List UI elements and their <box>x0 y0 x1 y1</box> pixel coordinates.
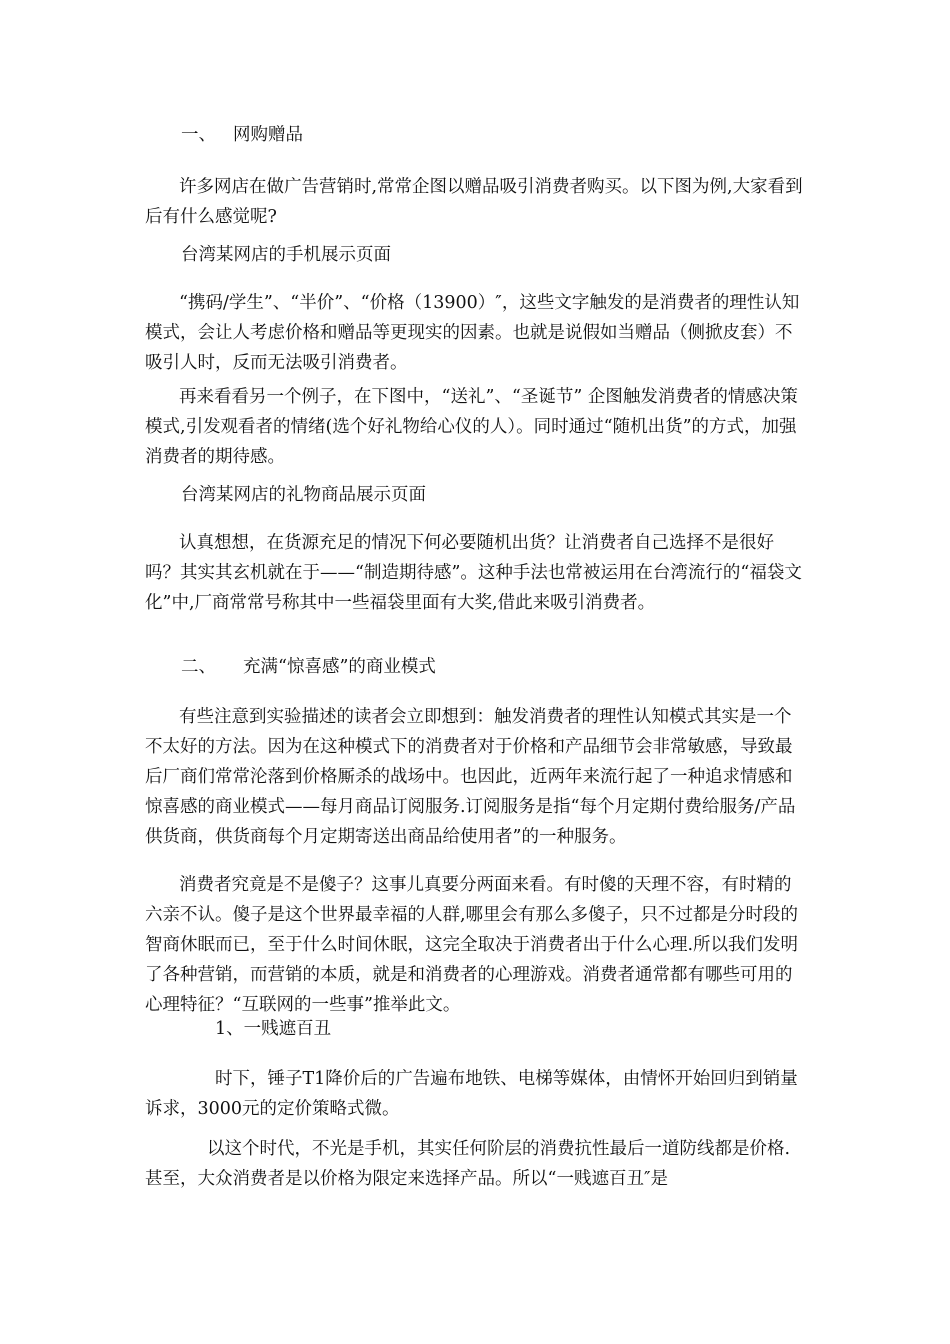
section-heading-2 <box>181 652 436 682</box>
section-number: 二、 <box>181 657 216 677</box>
section-number: 一、 <box>181 125 216 145</box>
paragraph-gift-intro: 许多网店在做广告营销时,常常企图以赠品吸引消费者购买。以下图为例,大家看到后有什么感觉呢? <box>145 177 803 227</box>
section-title: 充满“惊喜感”的商业模式 <box>243 657 436 677</box>
section-heading-1 <box>181 120 303 150</box>
paragraph-price-defense: 以这个时代，不光是手机，其实任何阶层的消费抗性最后一道防线都是价格.甚至，大众消费者是以价格为限定来选择产品。所以“一贱遮百丑″是 <box>145 1139 791 1189</box>
image-caption-gift-page: 台湾某网店的礼物商品展示页面 <box>181 485 426 505</box>
subheading-1: 1、一贱遮百丑 <box>215 1019 332 1039</box>
paragraph-emotional-mode: 再来看看另一个例子，在下图中，“送礼”、“圣诞节” 企图触发消费者的情感决策模式,引发观看者的情绪(选个好礼物给心仪的人）。同时通过“随机出货”的方式，加强消费者的期待感。 <box>145 387 798 467</box>
paragraph-rational-mode: “携码/学生”、“半价”、“价格（13900）″，这些文字触发的是消费者的理性认知模式，会让人考虑价格和赠品等更现实的因素。也就是说假如当赠品（侧掀皮套）不吸引人时，反而无法吸引消费者。 <box>145 293 800 373</box>
section-title: 网购赠品 <box>233 125 303 145</box>
paragraph-consumer-psychology: 消费者究竟是不是傻子？这事儿真要分两面来看。有时傻的天理不容，有时精的六亲不认。傻子是这个世界最幸福的人群,哪里会有那么多傻子，只不过都是分时段的智商休眠而已，至于什么时间休眠，这完全取决于消费者出于什么心理.所以我们发明了各种营销，而营销的本质，就是和消费者的心理游戏。消费者通常都有哪些可用的心理特征？“互联网的一些事”推举此文。 <box>145 875 799 1015</box>
paragraph-expectation: 认真想想，在货源充足的情况下何必要随机出货？让消费者自己选择不是很好吗？其实其玄机就在于——“制造期待感”。这种手法也常被运用在台湾流行的“福袋文化”中,厂商常常号称其中一些福袋里面有大奖,借此来吸引消费者。 <box>145 533 802 613</box>
image-caption-phone-page: 台湾某网店的手机展示页面 <box>181 245 391 265</box>
paragraph-surprise-model: 有些注意到实验描述的读者会立即想到：触发消费者的理性认知模式其实是一个不太好的方法。因为在这种模式下的消费者对于价格和产品细节会非常敏感，导致最后厂商们常常沦落到价格厮杀的战场中。也因此，近两年来流行起了一种追求情感和惊喜感的商业模式——每月商品订阅服务.订阅服务是指“每个月定期付费给服务/产品供货商，供货商每个月定期寄送出商品给使用者”的一种服务。 <box>145 707 796 847</box>
paragraph-smartisan-t1: 时下，锤子T1降价后的广告遍布地铁、电梯等媒体，由情怀开始回归到销量诉求，3000元的定价策略式微。 <box>145 1069 798 1119</box>
